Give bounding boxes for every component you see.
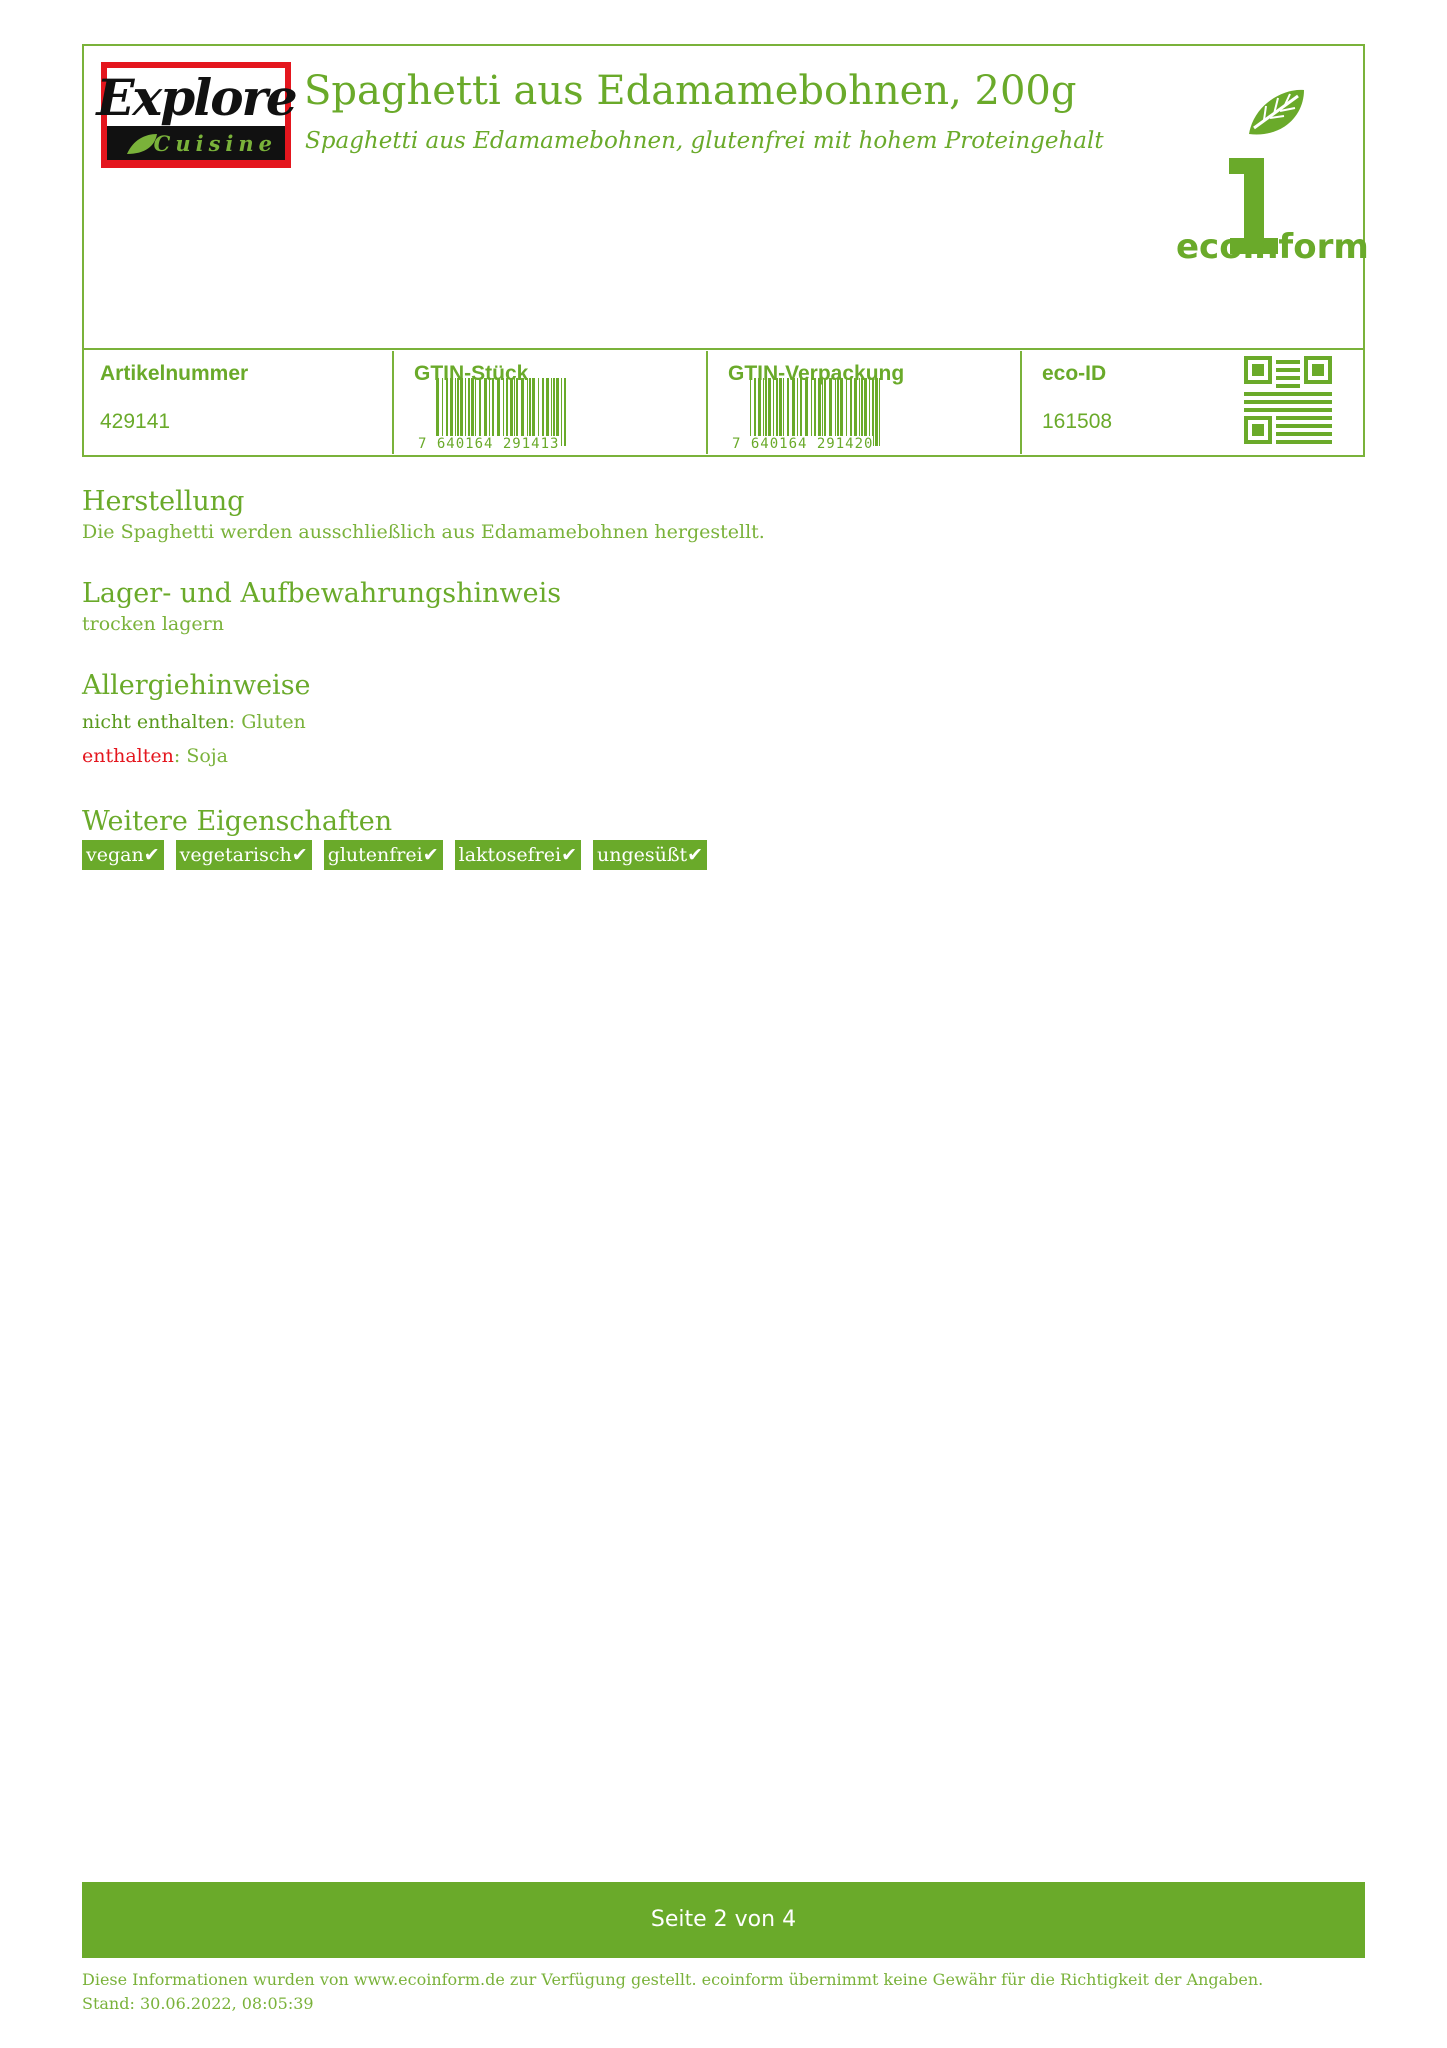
properties-section (82, 806, 392, 837)
gtin-pack-cell (728, 348, 1018, 457)
cell-divider (706, 351, 708, 454)
allergy-section (82, 670, 311, 767)
disclaimer (82, 1968, 1263, 2016)
product-subtitle: Spaghetti aus Edamamebohnen, glutenfrei mit hohem Proteingehalt (305, 128, 1104, 154)
gtin-pack-label: GTIN-Verpackung (728, 362, 905, 385)
ecoinform-wordmark: ecoinform (1176, 227, 1369, 267)
not-contained-label: nicht enthalten (82, 711, 229, 733)
property-badges (82, 840, 707, 870)
qr-code-icon (1244, 356, 1332, 444)
disclaimer-text: Diese Informationen wurden von www.ecoinform.de zur Verfügung gestellt. ecoinform übernimmt keine Gewähr für die Richtigkeit der Angaben. (82, 1970, 1264, 1989)
allergy-title: Allergiehinweise (82, 670, 311, 701)
cell-divider (1020, 351, 1022, 454)
storage-section (82, 578, 561, 635)
gtin-piece-number: 7 640164 291413 (418, 436, 560, 452)
property-badge: vegan✔ (82, 840, 164, 870)
logo-leaf-icon (125, 132, 159, 156)
property-badge: laktosefrei✔ (455, 840, 581, 870)
logo-subword: Cuisine (107, 126, 285, 160)
gtin-pack-number: 7 640164 291420 (732, 436, 874, 452)
production-section (82, 486, 765, 543)
not-contained-line (82, 711, 311, 733)
ecoinform-leaf-icon (1174, 76, 1369, 316)
gtin-piece-label: GTIN-Stück (414, 362, 529, 385)
production-text: Die Spaghetti werden ausschließlich aus Edamamebohnen hergestellt. (82, 521, 765, 543)
gtin-piece-cell (414, 348, 704, 457)
properties-title: Weitere Eigenschaften (82, 806, 393, 837)
explore-cuisine-logo (96, 62, 296, 168)
contained-label: enthalten (82, 745, 174, 767)
storage-title: Lager- und Aufbewahrungshinweis (82, 578, 562, 609)
product-title: Spaghetti aus Edamamebohnen, 200g (304, 68, 1077, 114)
product-header (82, 44, 1369, 457)
eco-id-value: 161508 (1042, 410, 1113, 433)
storage-text: trocken lagern (82, 613, 224, 635)
property-badge: vegetarisch✔ (176, 840, 312, 870)
cell-divider (392, 351, 394, 454)
contained-line (82, 745, 311, 767)
article-number-cell (100, 348, 390, 457)
timestamp: Stand: 30.06.2022, 08:05:39 (82, 1994, 314, 2013)
logo-word: Explore (96, 67, 296, 127)
property-badge: ungesüßt✔ (593, 840, 707, 870)
page-indicator: Seite 2 von 4 (82, 1882, 1365, 1958)
article-number-label: Artikelnummer (100, 362, 249, 385)
contained-value: : Soja (173, 745, 228, 767)
article-number-value: 429141 (100, 410, 171, 433)
property-badge: glutenfrei✔ (324, 840, 443, 870)
production-title: Herstellung (82, 486, 245, 517)
eco-id-label: eco-ID (1042, 362, 1107, 385)
not-contained-value: : Gluten (228, 711, 306, 733)
